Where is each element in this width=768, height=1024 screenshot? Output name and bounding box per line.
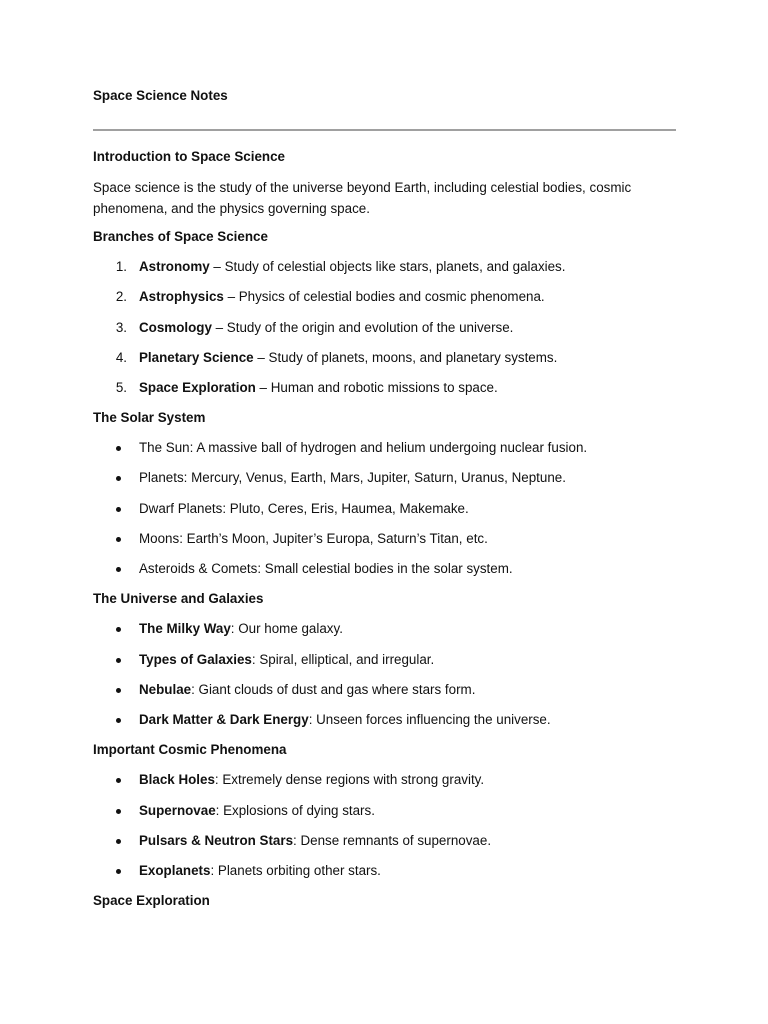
- list-item: [93, 319, 676, 337]
- bullet-icon: [116, 839, 121, 844]
- bullet-icon: [116, 809, 121, 814]
- list-description: : Extremely dense regions with strong gravity.: [214, 772, 485, 788]
- list-number: 5.: [115, 380, 127, 396]
- list-text: Moons: Earth’s Moon, Jupiter’s Europa, Saturn’s Titan, etc.: [139, 531, 488, 547]
- list-item: [93, 530, 676, 548]
- phenomena-list: [93, 771, 676, 880]
- list-description: : Planets orbiting other stars.: [210, 863, 381, 879]
- list-description: – Study of celestial objects like stars, planets, and galaxies.: [209, 259, 566, 274]
- bullet-icon: [116, 658, 121, 663]
- bullet-icon: [116, 446, 121, 451]
- list-item: [93, 620, 676, 638]
- galaxies-list: [93, 620, 676, 729]
- list-term: The Milky Way: [139, 621, 231, 637]
- list-text: Asteroids & Comets: Small celestial bodies in the solar system.: [139, 561, 513, 577]
- list-item: [93, 651, 676, 669]
- list-term: Types of Galaxies: [139, 651, 252, 667]
- list-item: [93, 862, 676, 880]
- list-text: Planets: Mercury, Venus, Earth, Mars, Jupiter, Saturn, Uranus, Neptune.: [139, 470, 566, 486]
- list-term: Astronomy: [139, 259, 210, 274]
- document-body: [93, 148, 676, 922]
- list-description: – Study of the origin and evolution of the universe.: [211, 319, 514, 335]
- list-term: Astrophysics: [139, 289, 224, 305]
- list-description: : Dense remnants of supernovae.: [293, 832, 492, 848]
- list-item: [93, 288, 676, 306]
- list-description: : Unseen forces influencing the universe.: [308, 712, 551, 728]
- list-item: [93, 771, 676, 789]
- list-description: – Human and robotic missions to space.: [255, 380, 498, 396]
- section-heading-branches: Branches of Space Science: [93, 229, 268, 244]
- bullet-icon: [116, 688, 121, 693]
- list-text: Dwarf Planets: Pluto, Ceres, Eris, Haumea, Makemake.: [139, 500, 469, 516]
- list-item: [93, 379, 676, 397]
- bullet-icon: [116, 567, 121, 572]
- bullet-icon: [116, 627, 121, 632]
- list-number: 3.: [115, 319, 127, 335]
- list-item: [93, 802, 676, 820]
- list-description: : Giant clouds of dust and gas where stars form.: [191, 681, 476, 697]
- list-term: Supernovae: [139, 802, 216, 818]
- list-number: 2.: [115, 289, 127, 305]
- list-description: – Physics of celestial bodies and cosmic phenomena.: [223, 289, 545, 305]
- list-term: Dark Matter & Dark Energy: [139, 712, 309, 728]
- section-heading-phenomena: Important Cosmic Phenomena: [93, 742, 287, 758]
- list-number: 1.: [115, 259, 127, 274]
- list-term: Nebulae: [139, 681, 192, 697]
- section-heading-intro: Introduction to Space Science: [93, 149, 285, 164]
- bullet-icon: [116, 718, 121, 723]
- list-term: Planetary Science: [139, 349, 254, 365]
- list-description: – Study of planets, moons, and planetary systems.: [253, 349, 558, 365]
- bullet-icon: [116, 476, 121, 481]
- list-item: [93, 469, 676, 487]
- list-term: Black Holes: [139, 772, 215, 788]
- section-heading-solar-system: The Solar System: [93, 410, 206, 426]
- list-item: [93, 439, 676, 457]
- list-item: [93, 500, 676, 518]
- solar-system-list: [93, 439, 676, 578]
- section-heading-galaxies: The Universe and Galaxies: [93, 591, 264, 607]
- horizontal-rule: [93, 129, 676, 131]
- list-term: Space Exploration: [139, 380, 256, 396]
- intro-paragraph: Space science is the study of the universe beyond Earth, including celestial bodies, cosmic phenomena, and the physics governing space.: [93, 180, 632, 216]
- list-item: [93, 681, 676, 699]
- list-item: [93, 258, 676, 276]
- list-item: [93, 832, 676, 850]
- list-item: [93, 560, 676, 578]
- list-description: : Spiral, elliptical, and irregular.: [251, 651, 435, 667]
- bullet-icon: [116, 778, 121, 783]
- bullet-icon: [116, 869, 121, 874]
- bullet-icon: [116, 507, 121, 512]
- bullet-icon: [116, 537, 121, 542]
- list-term: Exoplanets: [139, 863, 211, 879]
- branches-list: [93, 258, 676, 397]
- list-item: [93, 711, 676, 729]
- document-title: Space Science Notes: [93, 88, 228, 103]
- list-text: The Sun: A massive ball of hydrogen and helium undergoing nuclear fusion.: [139, 440, 588, 456]
- list-description: : Our home galaxy.: [230, 621, 343, 637]
- section-heading-exploration: Space Exploration: [93, 893, 210, 909]
- list-number: 4.: [115, 349, 127, 365]
- list-term: Pulsars & Neutron Stars: [139, 832, 294, 848]
- list-term: Cosmology: [139, 319, 212, 335]
- list-item: [93, 349, 676, 367]
- list-description: : Explosions of dying stars.: [215, 802, 375, 818]
